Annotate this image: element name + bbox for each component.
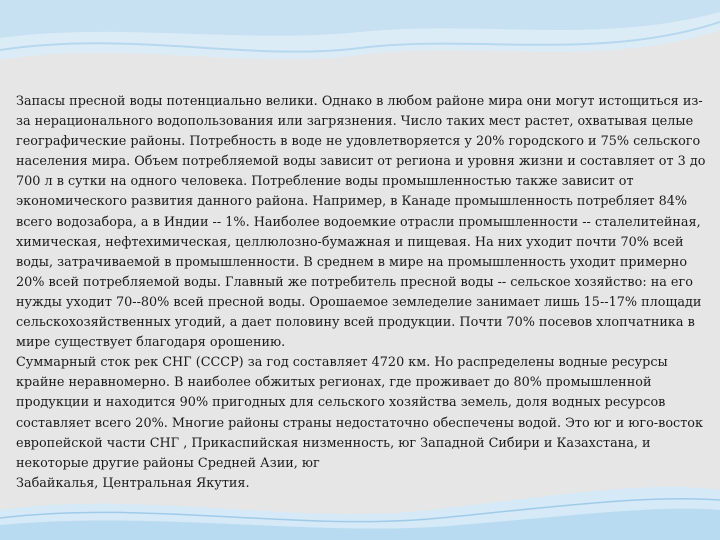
paragraph-3: Забайкалья, Центральная Якутия. bbox=[16, 475, 250, 491]
body-text bbox=[16, 92, 706, 494]
paragraph-1: Запасы пресной воды потенциально велики. Однако в любом районе мира они могут истощиться из-за нерационального водопользования или загрязнения. Число таких мест растет, охватывая целые географические районы. Потребность в воде не удовлетворяется у 20% городского и 75% сельского населения мира. Объем потребляемой воды зависит от региона и уровня жизни и составляет от 3 до 700 л в сутки на одного человека. Потребление воды промышленностью также зависит от экономического развития данного района. Например, в Канаде промышленность потребляет 84% всего водозабора, а в Индии -- 1%. Наиболее водоемкие отрасли промышленности -- сталелитейная, химическая, нефтехимическая, целлюлозно-бумажная и пищевая. На них уходит почти 70% всей воды, затрачиваемой в промышленности. В среднем в мире на промышленность уходит примерно 20% всей потребляемой воды. Главный же потребитель пресной воды -- сельское хозяйство: на его нужды уходит 70--80% всей пресной воды. Орошаемое земледелие занимает лишь 15--17% площади сельскохозяйственных угодий, а дает половину всей продукции. Почти 70% посевов хлопчатника в мире существует благодаря орошению. bbox=[16, 94, 706, 351]
bottom-wave-decoration bbox=[0, 470, 720, 540]
paragraph-2: Суммарный сток рек СНГ (СССР) за год составляет 4720 км. Но распределены водные ресурсы крайне неравномерно. В наиболее обжитых регионах, где проживает до 80% промышленной продукции и находится 90% пригодных для сельского хозяйства земель, доля водных ресурсов составляет всего 20%. Многие районы страны недостаточно обеспечены водой. Это юг и юго-восток европейской части СНГ , Прикаспийская низменность, юг Западной Сибири и Казахстана, и некоторые другие районы Средней Азии, юг bbox=[16, 355, 703, 471]
top-wave-decoration bbox=[0, 0, 720, 90]
